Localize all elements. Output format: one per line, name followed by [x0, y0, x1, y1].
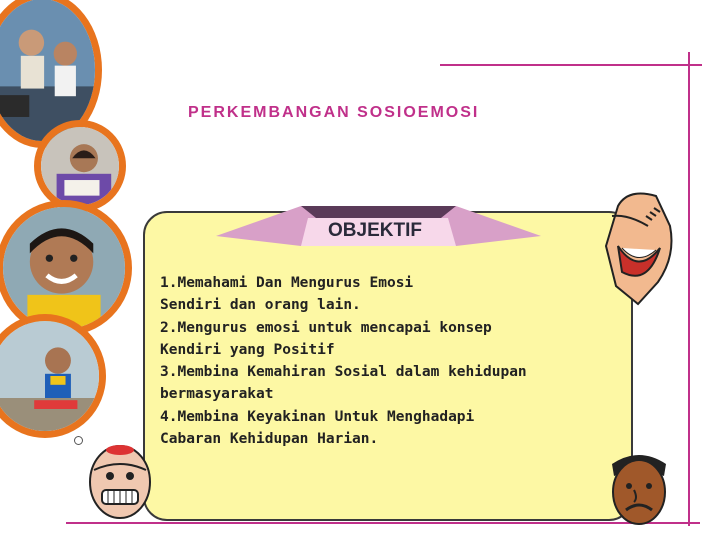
- right-divider-line: [688, 52, 690, 526]
- laughing-face-illustration: [598, 186, 678, 310]
- sad-face-illustration: [604, 446, 674, 526]
- objective-line: 1.Memahami Dan Mengurus Emosi: [160, 275, 414, 291]
- grimacing-face-illustration: [84, 440, 156, 522]
- objective-line: 2.Mengurus emosi untuk mencapai konsep: [160, 319, 492, 336]
- small-circle-decoration: [74, 436, 83, 445]
- photo-child-playing: [0, 314, 106, 438]
- objective-line: Kendiri yang Positif: [160, 341, 335, 358]
- page-title: PERKEMBANGAN SOSIOEMOSI: [188, 104, 480, 121]
- objective-list: [160, 272, 625, 450]
- objective-line: 3.Membina Kemahiran Sosial dalam kehidupan: [160, 364, 527, 381]
- objective-line: Sendiri dan orang lain.: [160, 297, 361, 314]
- objective-line: Cabaran Kehidupan Harian.: [160, 431, 379, 448]
- objective-label: OBJEKTIF: [328, 220, 422, 241]
- top-divider-line: [440, 64, 702, 66]
- photo-child-writing: [34, 120, 126, 212]
- objective-line: 4.Membina Keyakinan Untuk Menghadapi: [160, 408, 475, 425]
- objective-line: bermasyarakat: [160, 386, 274, 403]
- photo-smiling-boy: [0, 200, 132, 336]
